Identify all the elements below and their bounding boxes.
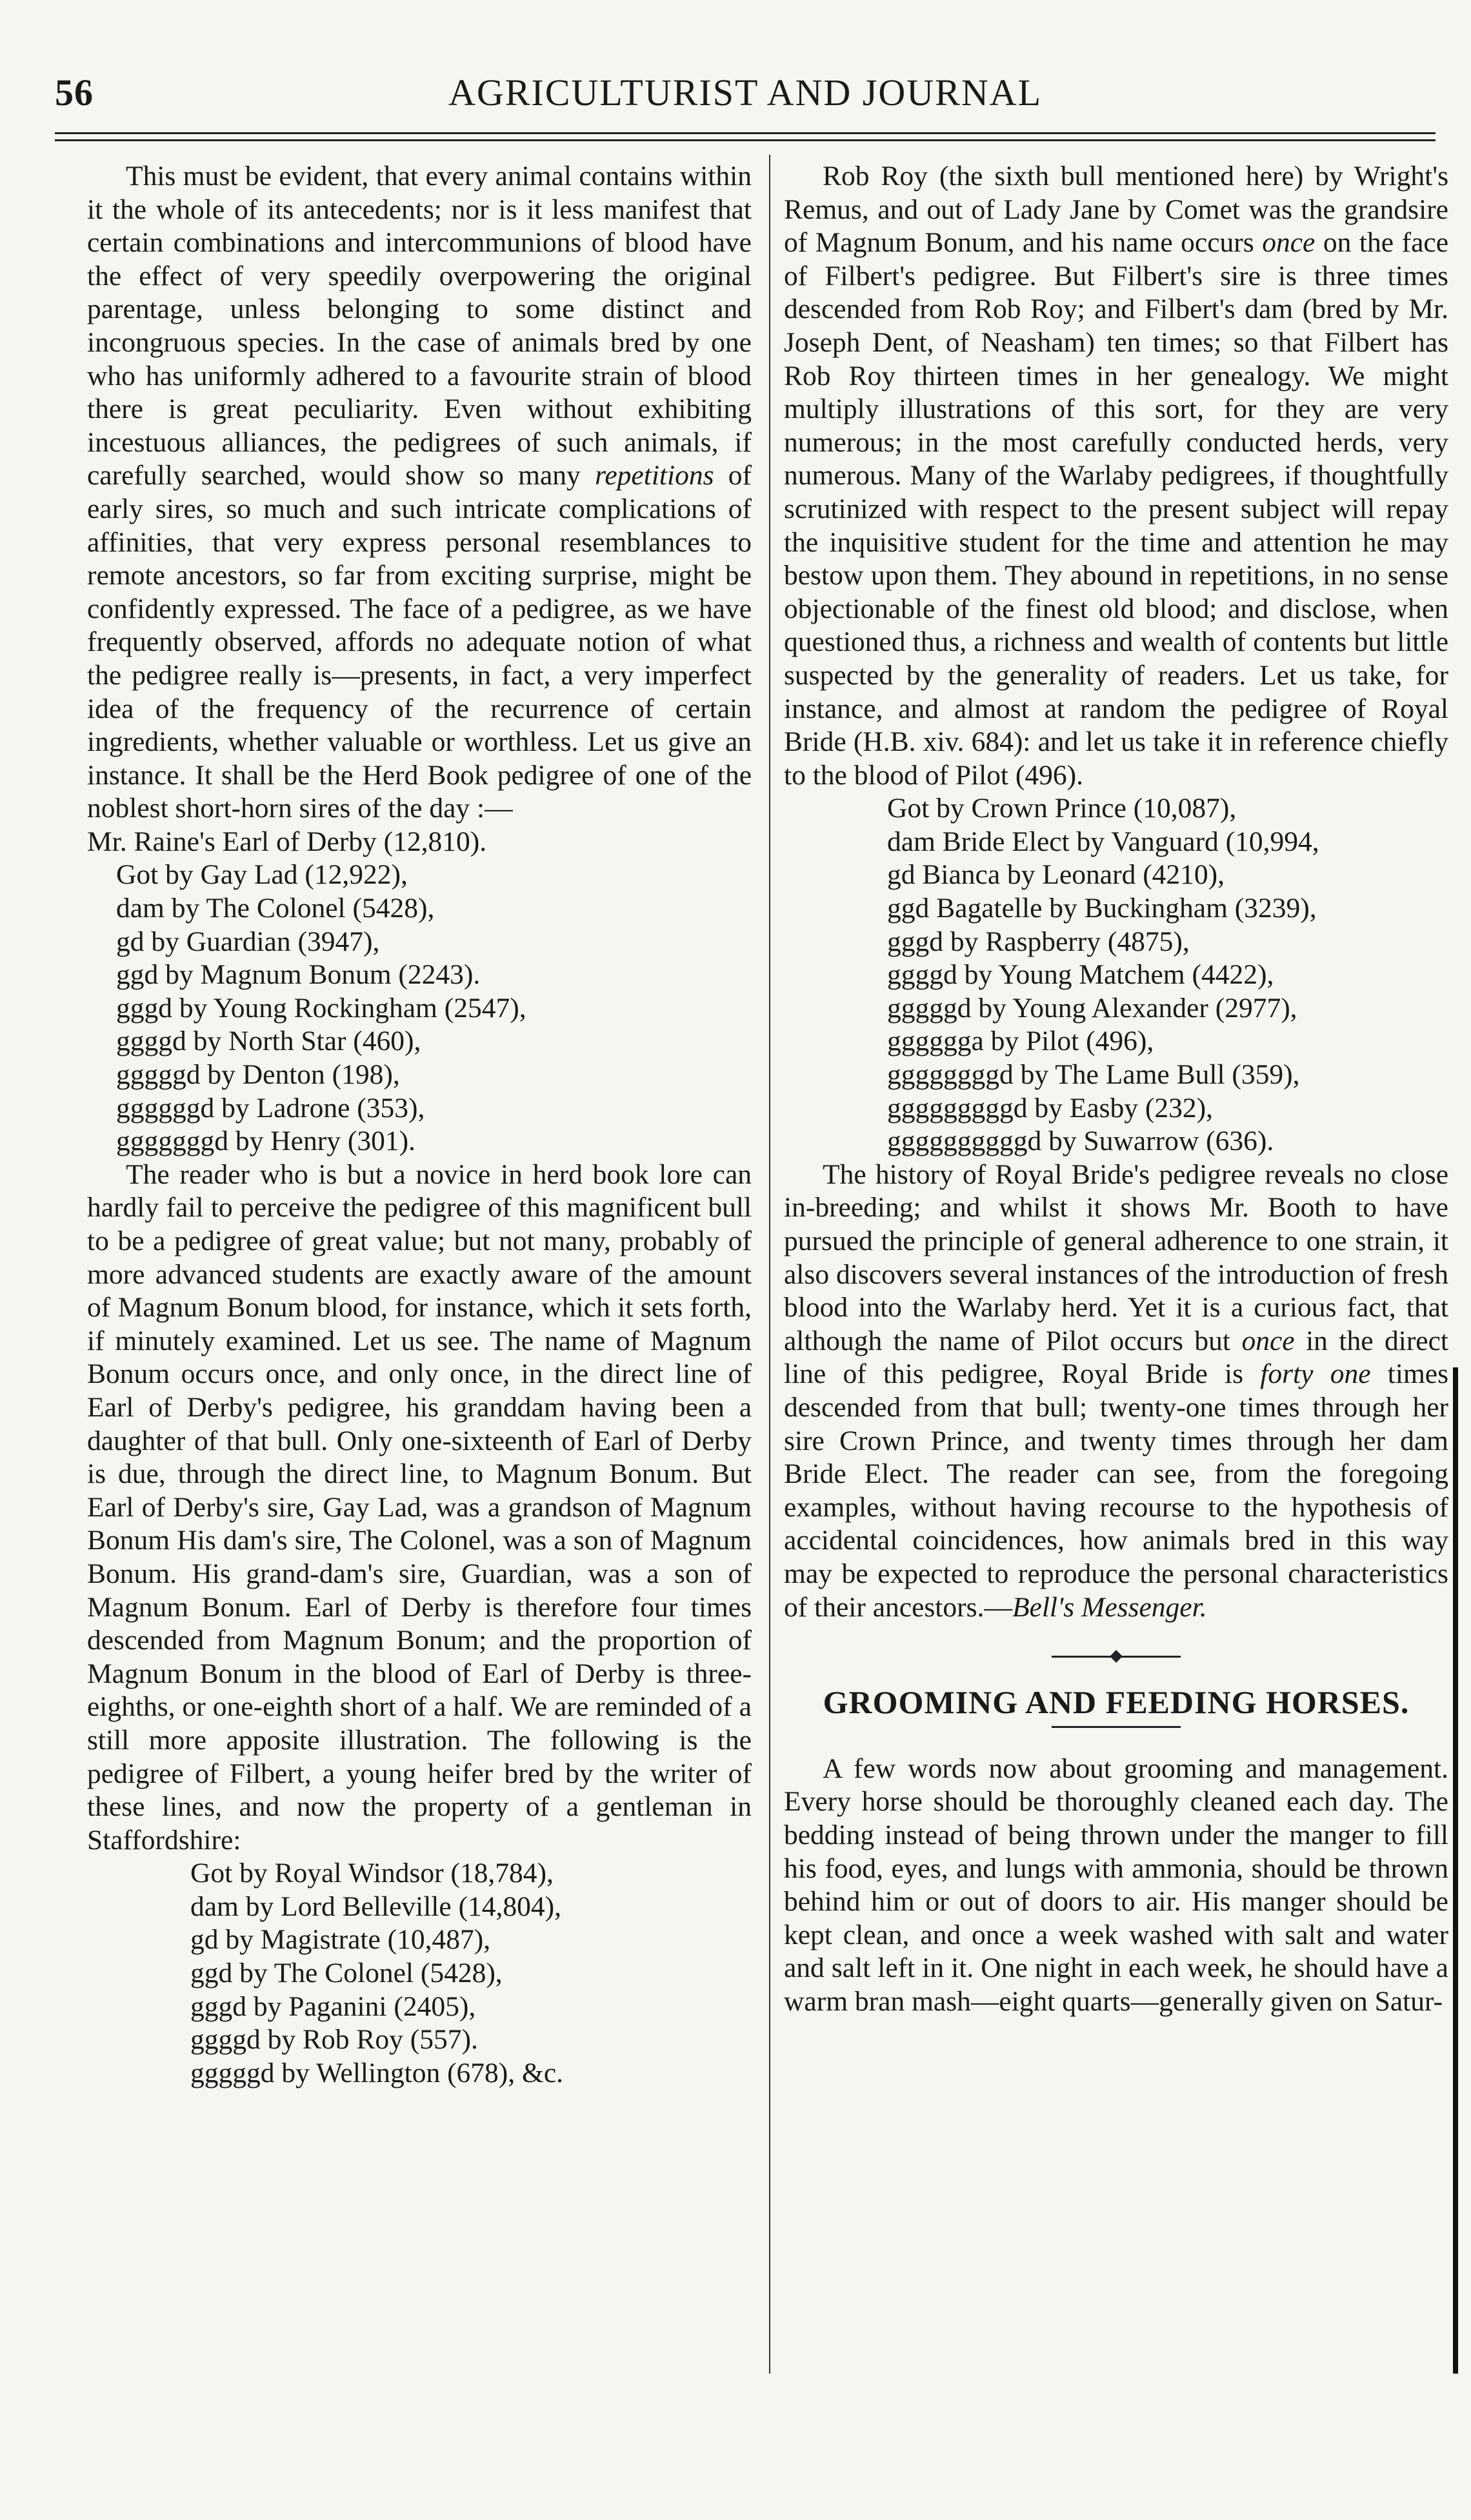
section-ornament (1052, 1650, 1181, 1663)
right-p2-text: The history of Royal Bride's pedigree reveals no close in-breeding; and whilst it shows Mr. Booth to have pursued the principle of general adherence to one strain, it also discovers several instances of the introduction of fresh blood into the Warlaby herd. Yet it is a curious fact, that although the name of Pilot occurs but (784, 1158, 1448, 1356)
page-number: 56 (55, 72, 94, 114)
pedigree-line: dam by The Colonel (5428), (116, 893, 435, 924)
pedigree-head: Mr. Raine's Earl of Derby (12,810). (87, 826, 487, 857)
right-p2-emphasis-2: forty one (1260, 1358, 1371, 1390)
right-column (784, 160, 1448, 2018)
right-paragraph-2 (784, 1158, 1448, 1624)
right-paragraph-1 (784, 160, 1448, 792)
right-p1-rest: on the face of Filbert's pedigree. But Filbert's sire is three times descended from Rob Roy; and Filbert's dam (bred by Mr. Joseph Dent, of Neasham) ten times; so that Filbert has Rob Roy thirteen times in her genealogy. We might multiply illustrations of this sort, for they are very numerous; in the most carefully conducted herds, very numerous. Many of the Warlaby pedigrees, if thoughtfully scrutinized with respect to the present subject will repay the inquisitive student for the time and attention he may bestow upon them. They abound in repetitions, in no sense objectionable of the finest old blood; and disclose, when questioned thus, a richness and wealth of contents but little suspected by the generality of readers. Let us take, for instance, and almost at random the pedigree of Royal Bride (H.B. xiv. 684): and let us take it in reference chiefly to the blood of Pilot (496). (784, 227, 1449, 791)
pedigree-line: ggggggd by Ladrone (353), (116, 1092, 425, 1124)
right-p1-text: Rob Roy (the sixth bull mentioned here) by Wright's Remus, and out of Lady Jane by Comet was the grandsire of Magnum Bonum, and his name occurs (784, 161, 1448, 259)
pedigree-line: gggggga by Pilot (496), (887, 1026, 1154, 1057)
pedigree-line: ggggggggggd by Suwarrow (636). (887, 1126, 1274, 1157)
pedigree-line: gd by Guardian (3947), (116, 926, 380, 957)
ornament-diamond-icon (1110, 1650, 1123, 1663)
section-heading: GROOMING AND FEEDING HORSES. (823, 1684, 1410, 1721)
pedigree-line: gggd by Young Rockingham (2547), (116, 992, 526, 1024)
pedigree-line: gggd by Raspberry (4875), (887, 926, 1190, 957)
running-title: AGRICULTURIST AND JOURNAL (448, 72, 1043, 114)
pedigree-line: gd by Magistrate (10,487), (190, 1924, 491, 1956)
pedigree-filbert (87, 1857, 752, 2090)
right-p2-rest: times descended from that bull; twenty-one times through her sire Crown Prince, and twenty times through her dam Bride Elect. The reader can see, from the foregoing examples, without having recourse to the hypothesis of accidental coincidences, how animals bred in this way may be expected to reproduce the personal characteristics of their ancestors.— (784, 1358, 1449, 1623)
pedigree-line: Got by Gay Lad (12,922), (116, 859, 408, 891)
pedigree-line: dam by Lord Belleville (14,804), (190, 1890, 562, 1922)
pedigree-line: gggggggd by Henry (301). (116, 1126, 415, 1157)
page-header (55, 71, 1436, 129)
left-p1-emphasis: repetitions (595, 460, 714, 491)
left-paragraph-2: The reader who is but a novice in herd book lore can hardly fail to perceive the pedigree of this magnificent bull to be a pedigree of great value; but not many, probably of more advanced students are exactly aware of the amount of Magnum Bonum blood, for instance, which it sets forth, if minutely examined. Let us see. The name of Magnum Bonum occurs once, and only once, in the direct line of Earl of Derby's pedigree, his granddam having been a daughter of that bull. Only one-sixteenth of Earl of Derby is due, through the direct line, to Magnum Bonum. But Earl of Derby's sire, Gay Lad, was a grandson of Magnum Bonum His dam's sire, The Colonel, was a son of Magnum Bonum. His grand-dam's sire, Guardian, was a son of Magnum Bonum. Earl of Derby is therefore four times descended from Magnum Bonum; and the proportion of Magnum Bonum in the blood of Earl of Derby is three-eighths, or one-eighth short of a half. We are reminded of a still more apposite illustration. The following is the pedigree of Filbert, a young heifer bred by the writer of these lines, and now the property of a gentleman in Staffordshire: (87, 1158, 752, 1856)
pedigree-line: gggggd by Denton (198), (116, 1059, 400, 1091)
left-p1-rest: of early sires, so much and such intricate complications of affinities, that very express personal resemblances to remote ancestors, so far from exciting surprise, might be confidently expressed. The face of a pedigree, as we have frequently observed, affords no adequate notion of what the pedigree really is—presents, in fact, a very imperfect idea of the frequency of the recurrence of certain ingredients, whether valuable or worthless. Let us give an instance. It shall be the Herd Book pedigree of one of the noblest short-horn sires of the day :— (87, 460, 752, 824)
left-p1-text: This must be evident, that every animal contains within it the whole of its antecedents; nor is it less manifest that certain combinations and intercommunions of blood have the effect of very speedily overpowering the original parentage, unless belonging to some distinct and incongruous species. In the case of animals bred by one who has uniformly adhered to a favourite strain of blood there is great peculiarity. Even without exhibiting incestuous alliances, the pedigrees of such animals, if carefully searched, would show so many (87, 161, 752, 491)
pedigree-royal-bride (784, 792, 1448, 1158)
right-paragraph-3: A few words now about grooming and management. Every horse should be thoroughly cleaned each day. The bedding instead of being thrown under the manger to fill his food, eyes, and lungs with ammonia, should be thrown behind him or out of doors to air. His manger should be kept clean, and once a week washed with salt and water and salt left in it. One night in each week, he should have a warm bran mash—eight quarts—generally given on Satur- (784, 1752, 1448, 2017)
pedigree-line: gggggd by Wellington (678), &c. (190, 2057, 564, 2088)
pedigree-line: gggggd by Young Alexander (2977), (887, 992, 1297, 1024)
left-column (87, 160, 752, 2090)
left-paragraph-1 (87, 160, 752, 826)
pedigree-line: ggggggggd by The Lame Bull (359), (887, 1059, 1300, 1091)
pedigree-line: ggd by The Colonel (5428), (190, 1958, 503, 1989)
pedigree-line: dam Bride Elect by Vanguard (10,994, (887, 826, 1319, 857)
pedigree-line: gggggggggd by Easby (232), (887, 1092, 1214, 1124)
right-p1-emphasis: once (1262, 227, 1316, 259)
source-attribution: Bell's Messenger. (1012, 1591, 1207, 1623)
pedigree-line: ggd by Magnum Bonum (2243). (116, 959, 481, 991)
pedigree-line: Got by Royal Windsor (18,784), (190, 1858, 554, 1889)
right-p2-mid: in the direct line of this pedigree, Royal Bride is (784, 1325, 1449, 1390)
pedigree-line: ggggd by Rob Roy (557). (190, 2024, 478, 2056)
heading-rule (1052, 1726, 1181, 1728)
column-divider (769, 155, 770, 2374)
pedigree-line: Got by Crown Prince (10,087), (887, 793, 1237, 824)
pedigree-line: ggggd by Young Matchem (4422), (887, 959, 1274, 991)
right-edge-bar (1453, 1367, 1458, 2374)
pedigree-line: gd Bianca by Leonard (4210), (887, 859, 1225, 891)
pedigree-line: ggd Bagatelle by Buckingham (3239), (887, 893, 1317, 924)
pedigree-line: gggd by Paganini (2405), (190, 1990, 476, 2022)
pedigree-line: ggggd by North Star (460), (116, 1026, 421, 1057)
header-rule (55, 132, 1436, 141)
right-p2-emphasis-1: once (1241, 1325, 1295, 1356)
pedigree-earl-of-derby (87, 826, 752, 1158)
